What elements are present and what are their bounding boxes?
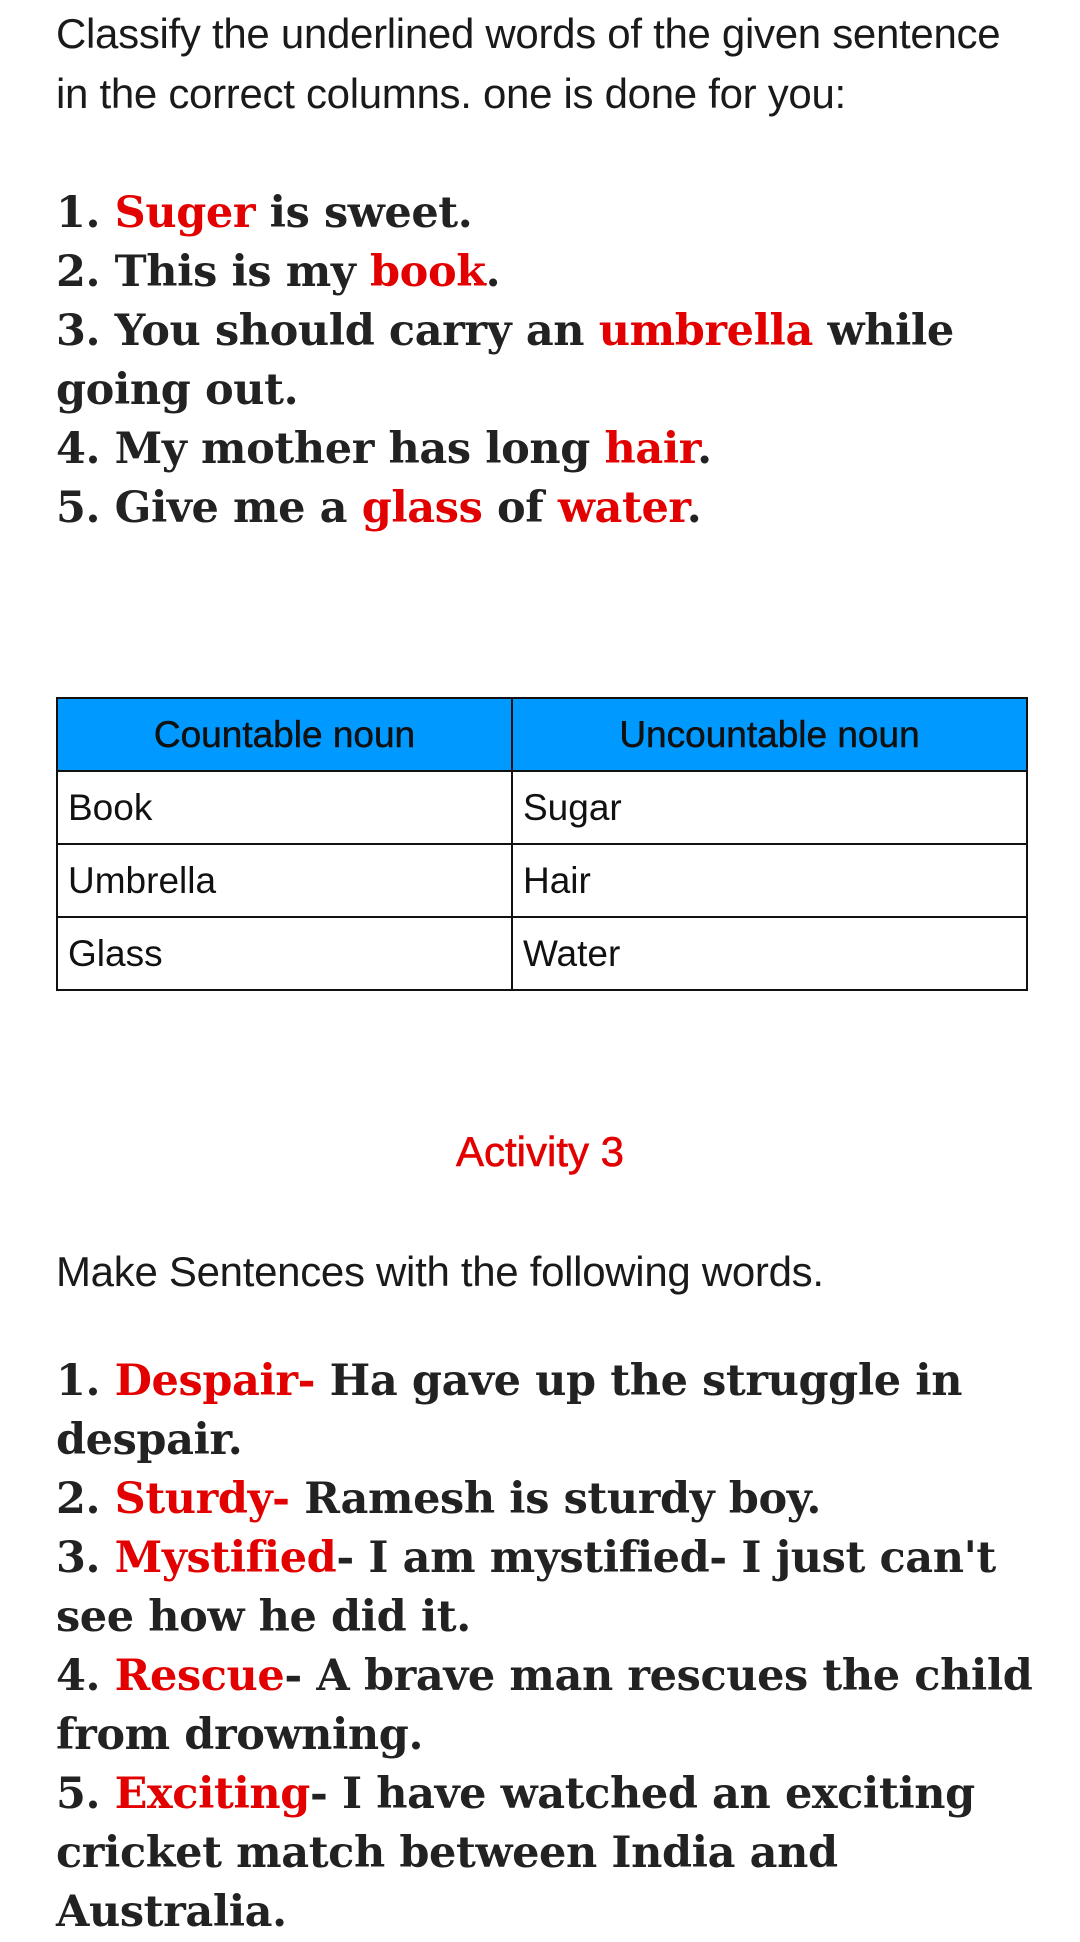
highlighted-word: book <box>370 247 486 297</box>
highlighted-word: Exciting <box>114 1769 310 1819</box>
activity-sentence-list <box>56 1352 1036 1942</box>
header-countable: Countable noun <box>57 698 512 771</box>
section1 <box>56 0 1036 538</box>
highlighted-word: Mystified <box>114 1533 337 1583</box>
item-text: Give me a <box>114 483 362 533</box>
item-text: of <box>482 483 558 533</box>
table-header-row <box>57 698 1027 771</box>
list-item <box>56 243 1036 302</box>
table-cell: Sugar <box>512 771 1027 844</box>
list-item <box>56 1529 1036 1647</box>
list-item <box>56 479 1036 538</box>
list-item <box>56 420 1036 479</box>
item-text: - I have watched an exciting cricket match between India and Australia. <box>56 1769 975 1937</box>
item-number: 2. <box>56 247 115 297</box>
table-row <box>57 917 1027 990</box>
table-cell: Hair <box>512 844 1027 917</box>
item-number: 1. <box>56 188 115 238</box>
item-text: . <box>697 424 712 474</box>
noun-table <box>56 697 1028 991</box>
item-text: You should carry an <box>114 306 599 356</box>
item-number: 5. <box>56 1769 115 1819</box>
item-text: - I am mystified- I just can't see how he did it. <box>56 1533 996 1642</box>
item-text: Ramesh is sturdy boy. <box>304 1474 821 1524</box>
item-text: My mother has long <box>114 424 605 474</box>
sentence-list <box>56 184 1036 538</box>
instruction-text: Classify the underlined words of the given sentence in the correct columns. one is done for you: <box>56 10 1001 117</box>
list-item <box>56 1470 1036 1529</box>
header-uncountable: Uncountable noun <box>512 698 1027 771</box>
table-row <box>57 771 1027 844</box>
highlighted-word: Sturdy- <box>114 1474 305 1524</box>
highlighted-word: Suger <box>114 188 256 238</box>
list-item <box>56 184 1036 243</box>
list-item <box>56 1647 1036 1765</box>
item-number: 3. <box>56 306 115 356</box>
table-row <box>57 844 1027 917</box>
table-cell: Umbrella <box>57 844 512 917</box>
table-cell: Book <box>57 771 512 844</box>
item-text: . <box>485 247 501 297</box>
item-text: - A brave man rescues the child from drowning. <box>56 1651 1033 1760</box>
highlighted-word: glass <box>361 483 483 533</box>
highlighted-word: Despair- <box>114 1356 330 1406</box>
activity-instruction: Make Sentences with the following words. <box>56 1248 824 1295</box>
list-item <box>56 1765 1036 1942</box>
item-text: while going out. <box>56 306 954 415</box>
highlighted-word: umbrella <box>598 306 813 356</box>
table-cell: Water <box>512 917 1027 990</box>
item-number: 4. <box>56 1651 115 1701</box>
list-item <box>56 1352 1036 1470</box>
list-item <box>56 302 1036 420</box>
item-number: 1. <box>56 1356 115 1406</box>
item-text: Ha gave up the struggle in despair. <box>56 1356 963 1465</box>
item-number: 5. <box>56 483 115 533</box>
item-number: 4. <box>56 424 115 474</box>
item-number: 2. <box>56 1474 115 1524</box>
activity-title: Activity 3 <box>455 1128 625 1175</box>
table-cell: Glass <box>57 917 512 990</box>
item-text: is sweet. <box>255 188 473 238</box>
highlighted-word: Rescue <box>114 1651 285 1701</box>
item-text: This is my <box>114 247 371 297</box>
highlighted-word: water <box>557 483 687 533</box>
item-text: . <box>686 483 702 533</box>
item-number: 3. <box>56 1533 115 1583</box>
highlighted-word: hair <box>604 424 698 474</box>
